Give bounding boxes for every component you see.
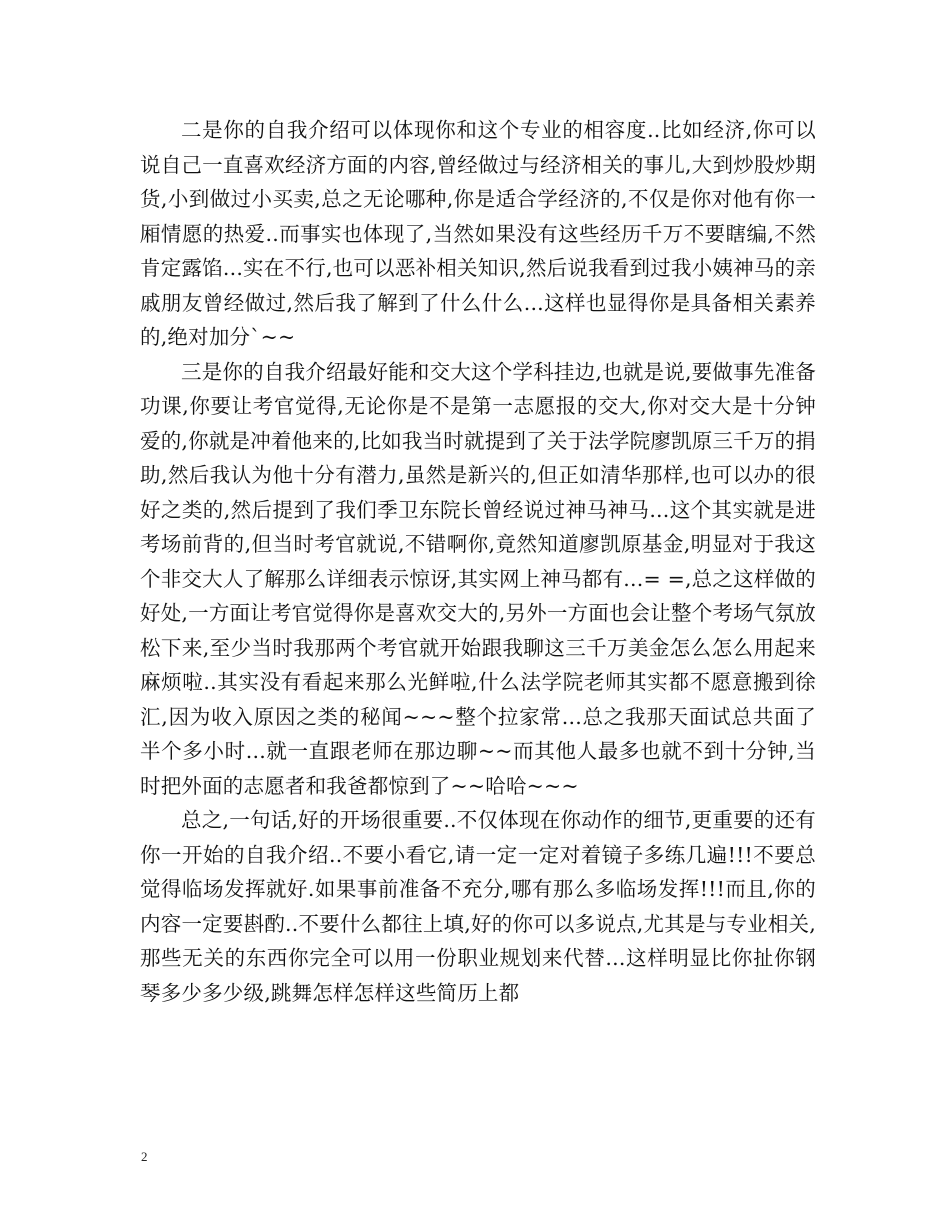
- paragraph-jiaoda-connection: 三是你的自我介绍最好能和交大这个学科挂边,也就是说,要做事先准备功课,你要让考官觉得,无论你是不是第一志愿报的交大,你对交大是十分钟爱的,你就是冲着他来的,比如我当时就提到了关于法学院廖凯原三千万的捐助,然后我认为他十分有潜力,虽然是新兴的,但正如清华那样,也可以办的很好之类的,然后提到了我们季卫东院长曾经说过神马神马...这个其实就是进考场前背的,但当时考官就说,不错啊你,竟然知道廖凯原基金,明显对于我这个非交大人了解那么详细表示惊讶,其实网上神马都有...= =,总之这样做的好处,一方面让考官觉得你是喜欢交大的,另外一方面也会让整个考场气氛放松下来,至少当时我那两个考官就开始跟我聊这三千万美金怎么怎么用起来麻烦啦..其实没有看起来那么光鲜啦,什么法学院老师其实都不愿意搬到徐汇,因为收入原因之类的秘闻~~~整个拉家常...总之我那天面试总共面了半个多小时...就一直跟老师在那边聊~~而其他人最多也就不到十分钟,当时把外面的志愿者和我爸都惊到了~~哈哈~~~: [140, 359, 816, 798]
- page-number: 2: [141, 1149, 148, 1164]
- paragraph-conclusion: 总之,一句话,好的开场很重要..不仅体现在你动作的细节,更重要的还有你一开始的自我介绍..不要小看它,请一定一定对着镜子多练几遍!!!不要总觉得临场发挥就好.如果事前准备不充分,哪有那么多临场发挥!!!而且,你的内容一定要斟酌..不要什么都往上填,好的你可以多说点,尤其是与专业相关,那些无关的东西你完全可以用一份职业规划来代替...这样明显比你扯你钢琴多少多少级,跳舞怎样怎样这些简历上都: [140, 808, 816, 1005]
- document-body: [140, 113, 816, 1010]
- paragraph-self-intro-relevance: 二是你的自我介绍可以体现你和这个专业的相容度..比如经济,你可以说自己一直喜欢经济方面的内容,曾经做过与经济相关的事儿,大到炒股炒期货,小到做过小买卖,总之无论哪种,你是适合学经济的,不仅是你对他有你一厢情愿的热爱..而事实也体现了,当然如果没有这些经历千万不要瞎编,不然肯定露馅...实在不行,也可以恶补相关知识,然后说我看到过我小姨神马的亲戚朋友曾经做过,然后我了解到了什么什么...这样也显得你是具备相关素养的,绝对加分`~~: [140, 118, 816, 349]
